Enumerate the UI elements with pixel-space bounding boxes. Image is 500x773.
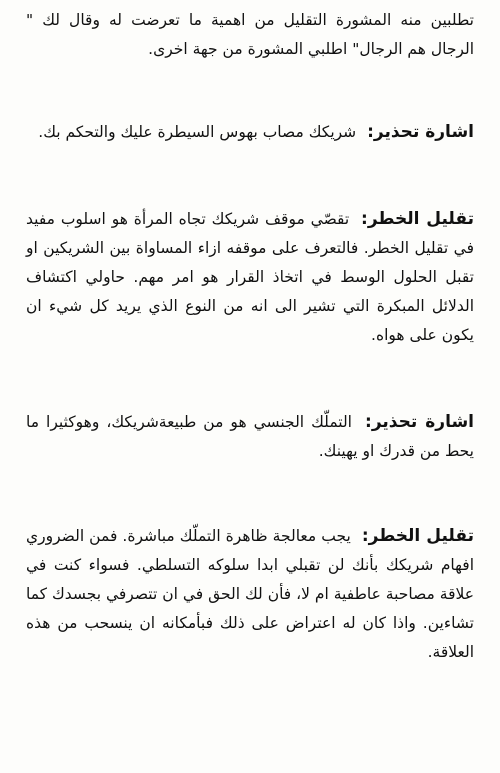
intro-text: تطلبين منه المشورة التقليل من اهمية ما تعرضت له وقال لك " الرجال هم الرجال" اطلبي المشورة من جهة اخرى. — [26, 11, 474, 58]
intro-paragraph — [26, 6, 474, 64]
warning-text: شريكك مصاب بهوس السيطرة عليك والتحكم بك. — [38, 123, 357, 141]
warning-sign-2 — [26, 408, 474, 466]
risk-reduction-text: يجب معالجة ظاهرة التملّك مباشرة. فمن الضروري افهام شريكك بأنك لن تقبلي ابدا سلوكه التسلطي. فسواء كنت في علاقة مصاحبة عاطفية ام لا، فأن لك الحق في ان تتصرفي بجسدك كما تشاءين. واذا كان له اعتراض على ذلك فبأمكانه ان ينسحب من هذه العلاقة. — [26, 527, 474, 661]
risk-reduction-label: تقليل الخطر: — [361, 209, 474, 229]
risk-reduction-text: تقصّي موقف شريكك تجاه المرأة هو اسلوب مفيد في تقليل الخطر. فالتعرف على موقفه ازاء المساواة بين الشريكين او تقبل الحلول الوسط في اتخاذ القرار هو امر مهم. حاولي اكتشاف الدلائل المبكرة التي تشير الى انه من النوع الذي يريد كل شيء ان يكون على هواه. — [26, 210, 474, 344]
risk-reduction-2 — [26, 522, 474, 667]
warning-label: اشارة تحذير: — [367, 122, 474, 142]
risk-reduction-label: تقليل الخطر: — [361, 526, 474, 546]
warning-label: اشارة تحذير: — [365, 412, 474, 432]
warning-sign-1 — [26, 118, 474, 147]
warning-text: التملّك الجنسي هو من طبيعةشريكك، وهوكثيرا ما يحط من قدرك او يهينك. — [26, 413, 474, 460]
risk-reduction-1 — [26, 205, 474, 350]
